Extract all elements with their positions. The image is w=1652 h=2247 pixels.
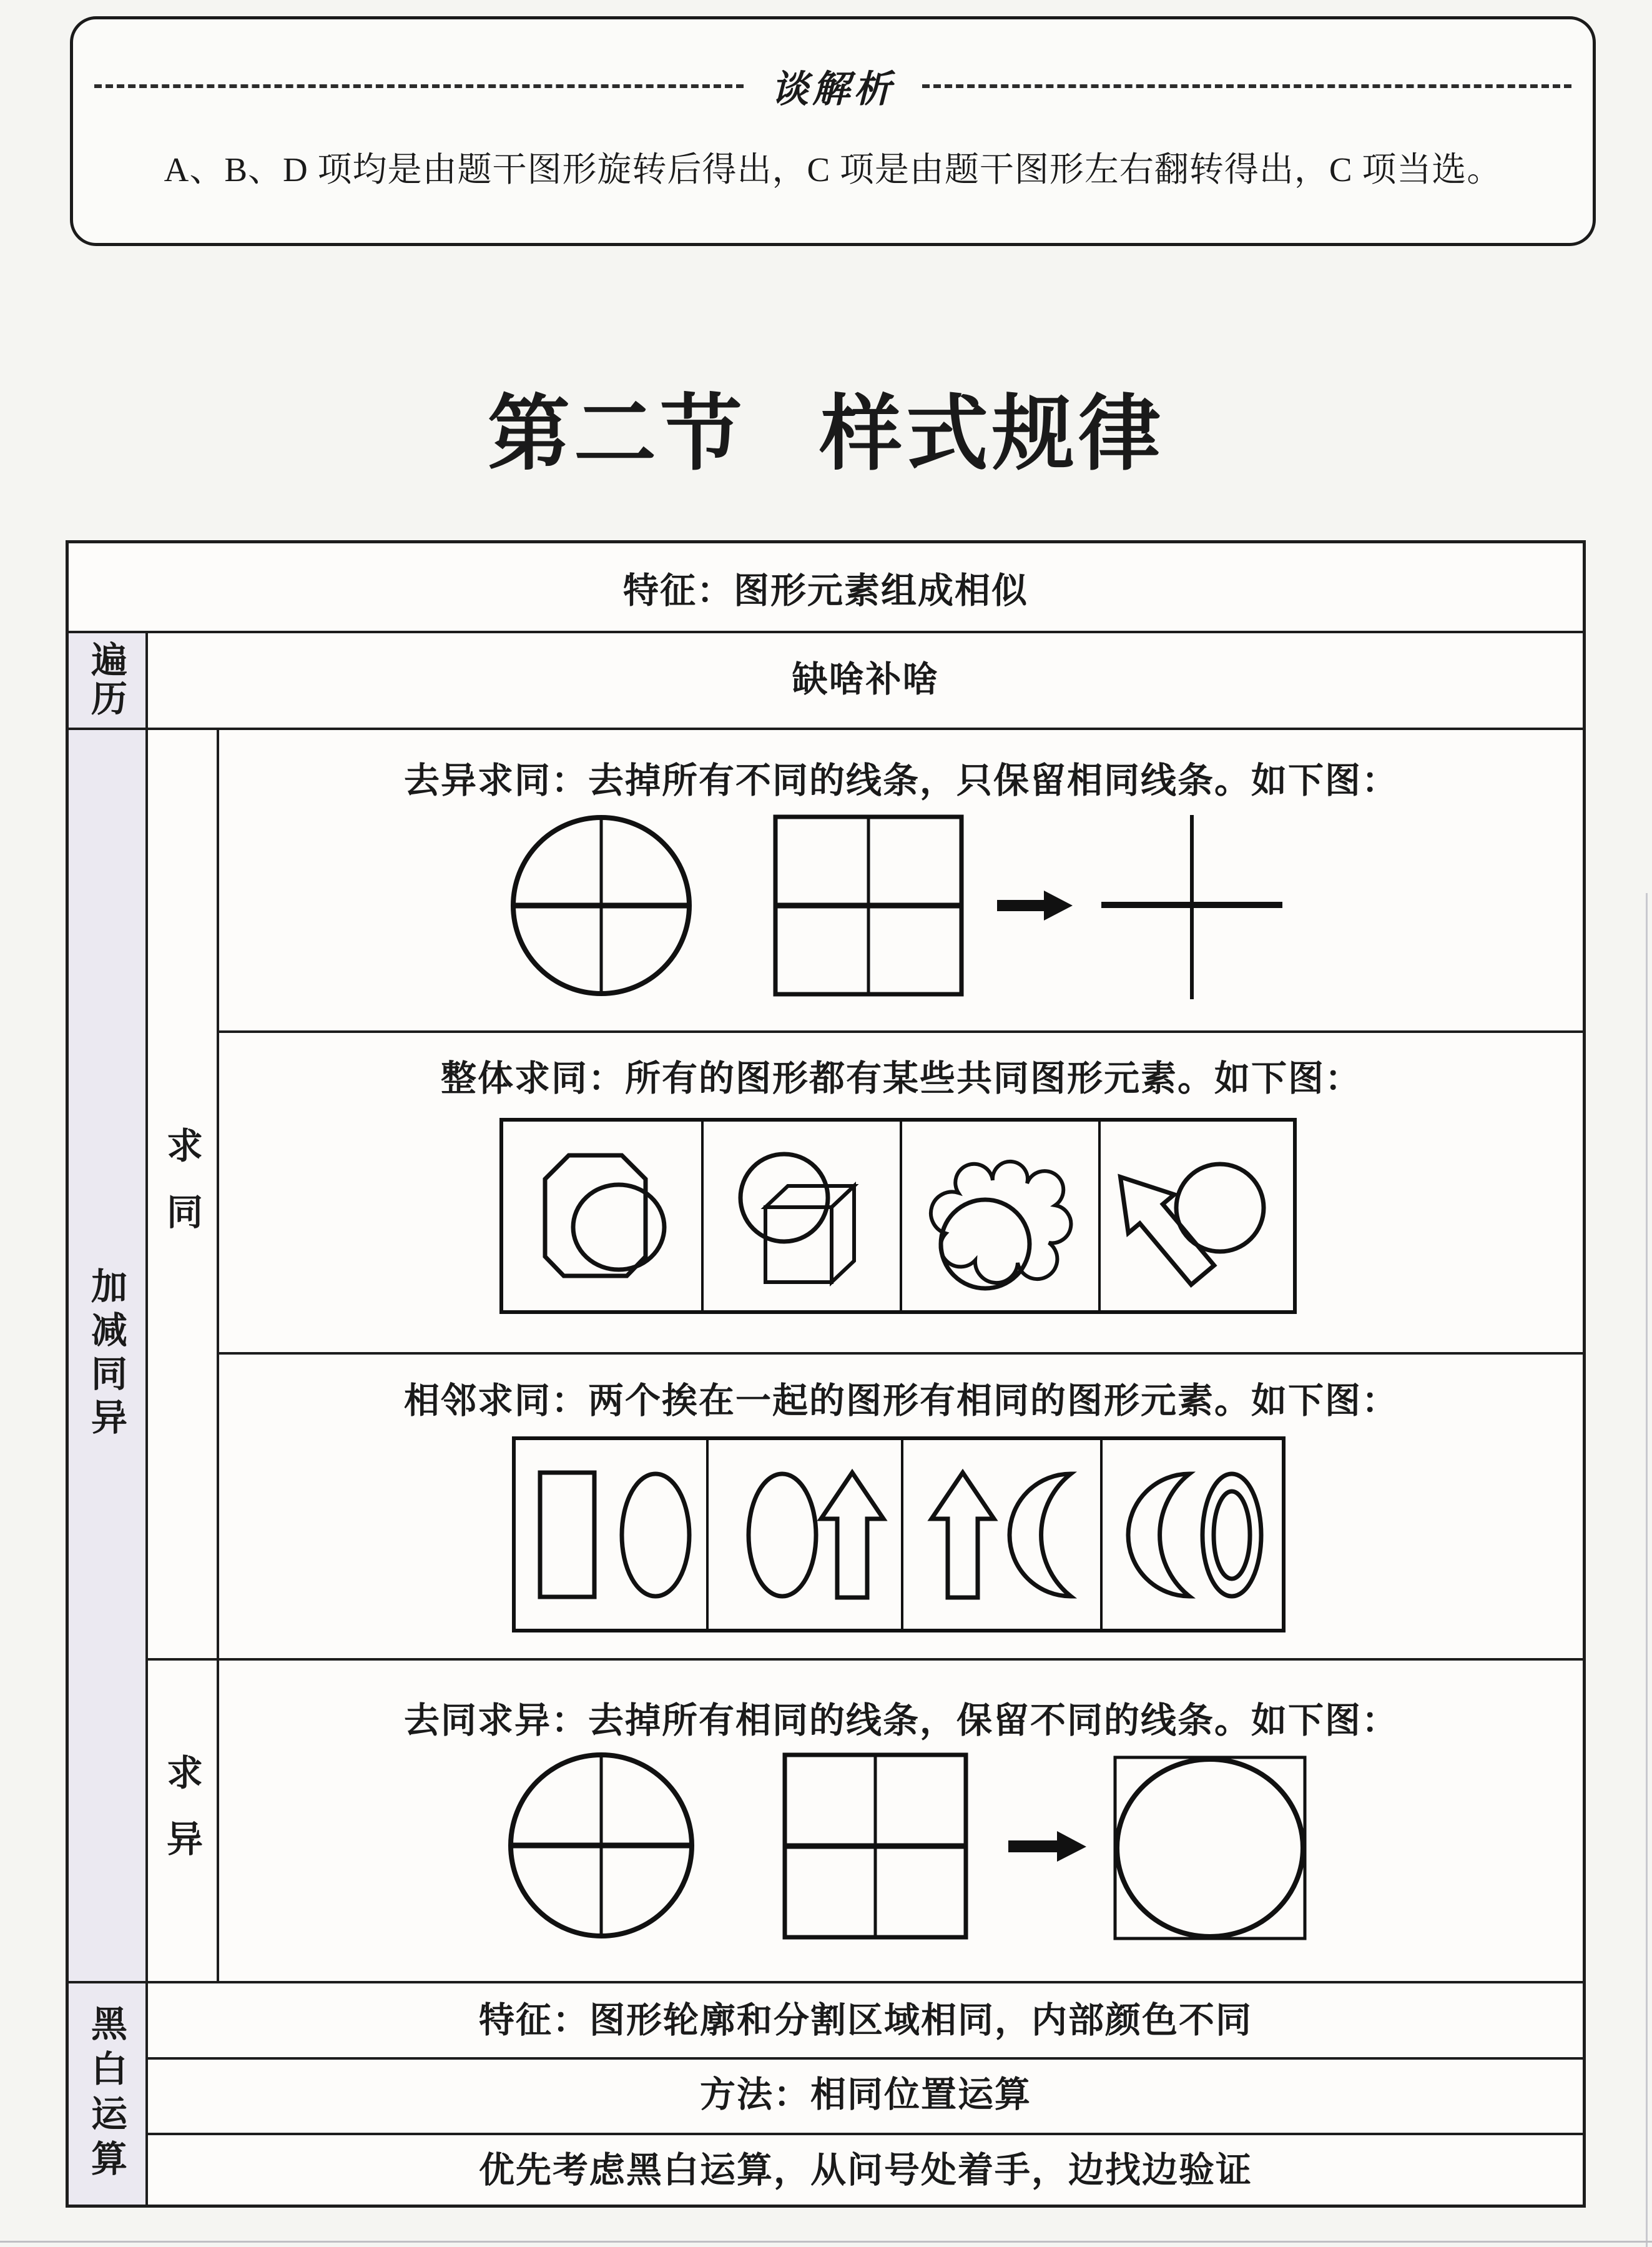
row-title-qutong-qiuyi: 去同求异：去掉所有相同的线条，保留不同的线条。如下图： bbox=[404, 1701, 1399, 1741]
figure-quyi-qiutong bbox=[406, 806, 1311, 1012]
analysis-text: A、B、D 项均是由题干图形旋转后得出，C 项是由题干图形左右翻转得出，C 项当选。 bbox=[164, 151, 1502, 189]
panel-arrow-crescent bbox=[932, 1473, 1071, 1598]
row-line-5 bbox=[145, 1658, 1586, 1661]
row-line-4 bbox=[217, 1352, 1586, 1355]
panel-rect-ellipse bbox=[540, 1473, 689, 1597]
row-line-1 bbox=[66, 631, 1586, 633]
dashed-divider-right bbox=[922, 84, 1571, 88]
panel-arrow-circle bbox=[1098, 1158, 1264, 1295]
table-border-top bbox=[66, 540, 1586, 543]
row-line-8 bbox=[145, 2133, 1586, 2135]
cell-qiuyi-label: 求异 bbox=[161, 1753, 202, 1886]
section-title: 样式规律 bbox=[820, 388, 1164, 480]
row-title-xianglin-qiutong: 相邻求同：两个挨在一起的图形有相同的图形元素。如下图： bbox=[404, 1381, 1399, 1421]
table-border-bottom bbox=[66, 2205, 1586, 2208]
arrow-right-icon bbox=[997, 891, 1073, 921]
row-title-quyi-qiutong: 去异求同：去掉所有不同的线条，只保留相同线条。如下图： bbox=[404, 761, 1399, 801]
scan-bottom-line bbox=[0, 2241, 1652, 2243]
section-label: 第二节 bbox=[488, 388, 746, 480]
cross-result-figure bbox=[1101, 815, 1282, 999]
figure-qutong-qiuyi bbox=[406, 1749, 1311, 1955]
cell-qiutong-label: 求同 bbox=[161, 1127, 202, 1259]
scan-edge-line bbox=[1646, 893, 1648, 2247]
row-line-7 bbox=[145, 2057, 1586, 2060]
row-line-6 bbox=[66, 1981, 1586, 1983]
summary-table bbox=[66, 540, 1586, 2208]
page-title bbox=[0, 367, 1652, 486]
circle-in-square-result-figure bbox=[1115, 1757, 1305, 1938]
column-line-b bbox=[217, 728, 219, 1983]
row-line-2 bbox=[66, 728, 1586, 730]
arrow-right-icon bbox=[1008, 1831, 1086, 1862]
feature-row-text: 特征：图形元素组成相似 bbox=[623, 571, 1028, 611]
analysis-header-label: 谈解析 bbox=[771, 69, 895, 110]
panel-ellipse-arrow bbox=[749, 1473, 883, 1598]
row-line-3 bbox=[217, 1030, 1586, 1033]
figure-zhengti-qiutong bbox=[499, 1118, 1299, 1315]
heibai-row-method: 方法：相同位置运算 bbox=[700, 2075, 1031, 2115]
cell-heibai-label: 黑白运算 bbox=[86, 2004, 126, 2185]
figure-xianglin-qiutong bbox=[512, 1436, 1286, 1633]
cell-bianli-content: 缺啥补啥 bbox=[792, 660, 940, 699]
panel-octagon-circle bbox=[545, 1155, 664, 1276]
panel-cloud-circle bbox=[931, 1162, 1071, 1288]
heibai-row-tip: 优先考虑黑白运算，从问号处着手，边找边验证 bbox=[479, 2151, 1252, 2190]
panel-crescent-rings bbox=[1128, 1474, 1261, 1596]
cell-jiajian-label: 加减同异 bbox=[86, 1267, 126, 1442]
analysis-box bbox=[70, 16, 1596, 246]
cell-bianli-label: 遍历 bbox=[86, 640, 126, 718]
analysis-header bbox=[73, 59, 1593, 113]
row-title-zhengti-qiutong: 整体求同：所有的图形都有某些共同图形元素。如下图： bbox=[441, 1059, 1362, 1099]
dashed-divider-left bbox=[94, 84, 744, 88]
panel-circle-cuboid bbox=[740, 1154, 854, 1282]
heibai-row-feature: 特征：图形轮廓和分割区域相同，内部颜色不同 bbox=[479, 2001, 1252, 2040]
